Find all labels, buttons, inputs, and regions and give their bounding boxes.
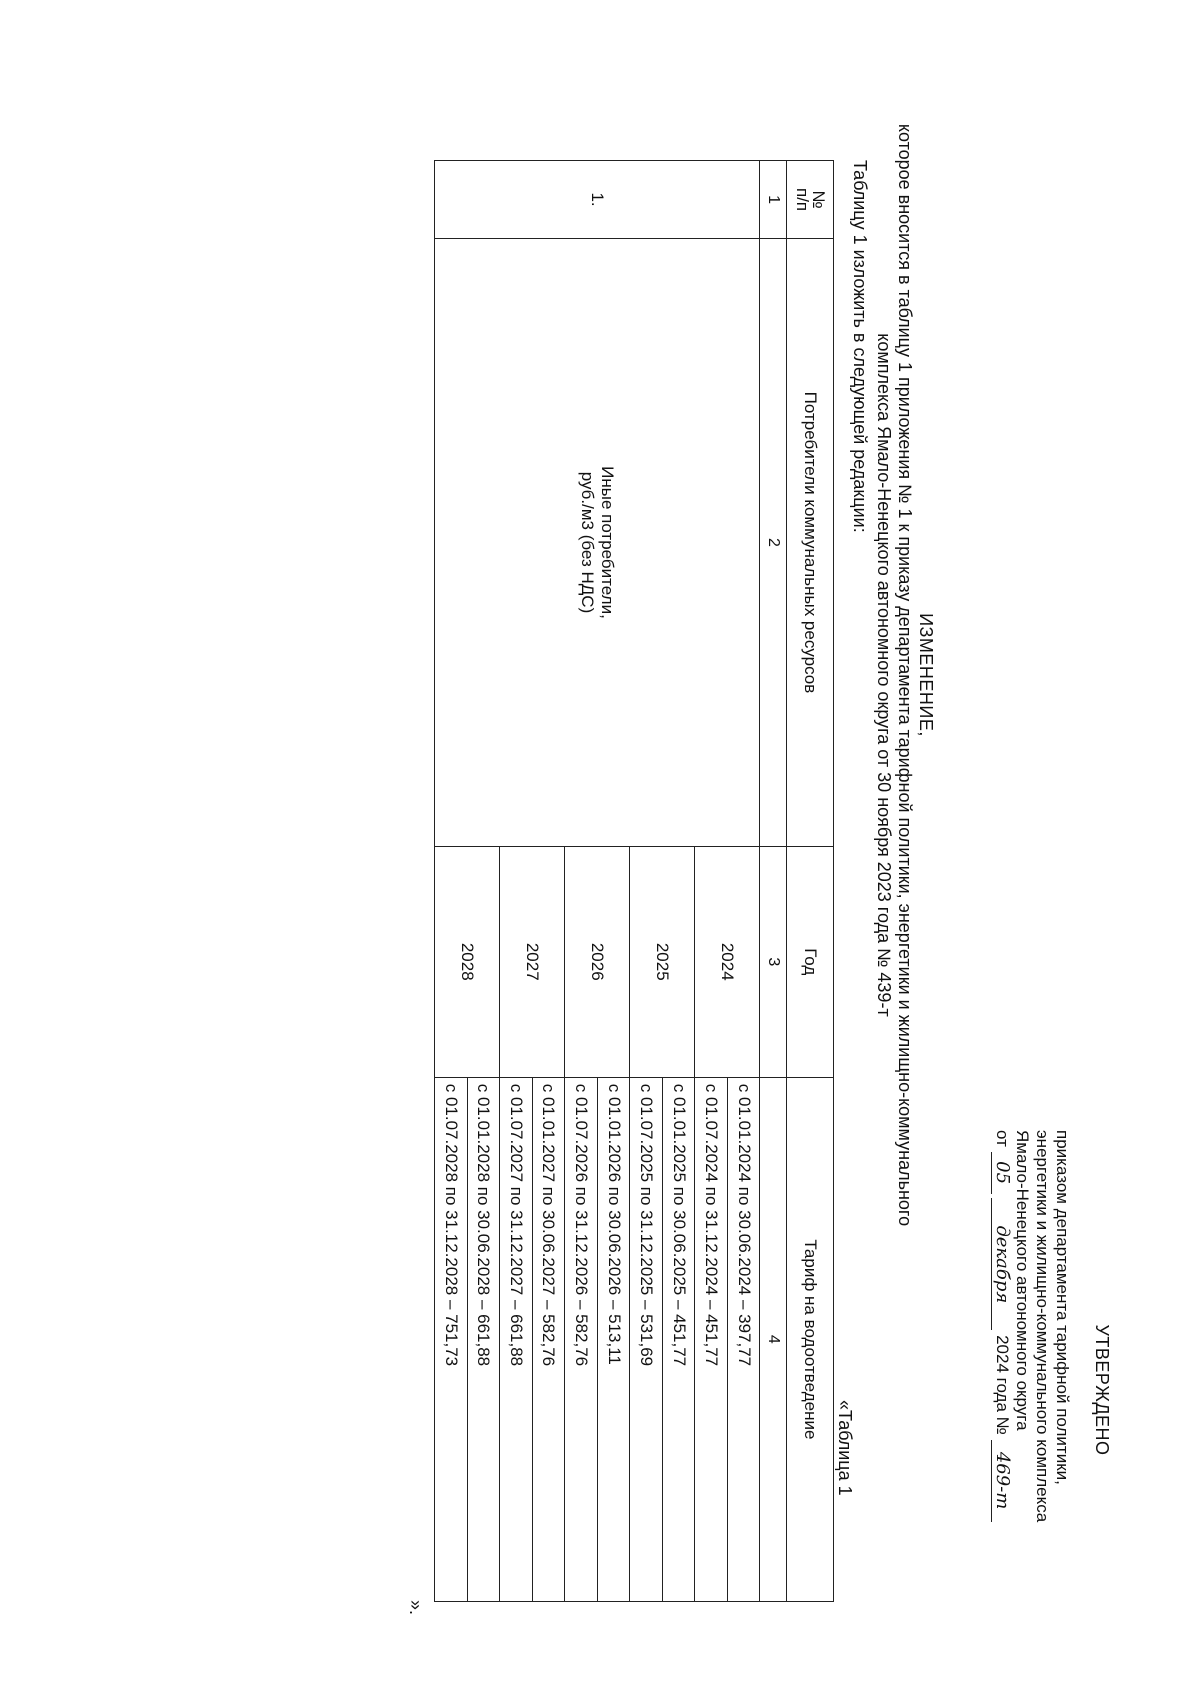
table-row	[727, 161, 760, 1602]
tariff-cell: с 01.07.2027 по 31.12.2027 – 661,88	[500, 1077, 533, 1601]
tariff-cell: с 01.07.2026 по 31.12.2026 – 582,76	[565, 1077, 598, 1601]
table-caption: «Таблица 1	[835, 1400, 855, 1496]
handwritten-day: 05	[991, 1152, 1012, 1194]
approval-line-3: Ямало-Ненецкого автономного округа	[1013, 1130, 1032, 1431]
approval-heading: УТВЕРЖДЕНО	[1092, 1324, 1112, 1456]
tariff-table	[434, 160, 834, 1602]
document-title	[873, 100, 936, 1250]
tariff-cell: с 01.01.2027 по 30.06.2027 – 582,76	[532, 1077, 565, 1601]
tariff-cell: с 01.07.2024 по 31.12.2024 – 451,77	[695, 1077, 728, 1601]
approval-line-2: энергетики и жилищно-коммунального комплекса	[1033, 1130, 1052, 1523]
col-number-1: 1	[760, 161, 787, 239]
header-number-line-1: №	[809, 190, 829, 209]
header-number	[787, 161, 834, 239]
year-cell: 2026	[565, 846, 630, 1077]
closing-quote: ».	[406, 1600, 426, 1616]
tariff-cell: с 01.01.2028 по 30.06.2028 – 661,88	[467, 1077, 500, 1601]
title-line-1: которое вносится в таблицу 1 приложения № 1 к приказу департамента тарифной политики, энергетики и жилищно-коммунального	[895, 123, 915, 1227]
tariff-cell: с 01.01.2024 по 30.06.2024 – 397,77	[727, 1077, 760, 1601]
year-cell: 2024	[695, 846, 760, 1077]
tariff-cell: с 01.01.2025 по 30.06.2025 – 451,77	[662, 1077, 695, 1601]
consumer-line-1: Иные потребители,	[598, 466, 618, 619]
header-consumers: Потребители коммунальных ресурсов	[787, 239, 834, 847]
col-number-2: 2	[760, 239, 787, 847]
col-number-3: 3	[760, 846, 787, 1077]
title-heading: ИЗМЕНЕНИЕ,	[916, 613, 936, 737]
tariff-cell: с 01.07.2028 по 31.12.2028 – 751,73	[435, 1077, 468, 1601]
approval-year-text: 2024 года №	[993, 1335, 1012, 1435]
table-header-row	[787, 161, 834, 1602]
intro-text: Таблицу 1 изложить в следующей редакции:	[850, 160, 870, 533]
tariff-cell: с 01.07.2025 по 31.12.2025 – 531,69	[630, 1077, 663, 1601]
column-number-row	[760, 161, 787, 1602]
tariff-cell: с 01.01.2026 по 30.06.2026 – 513,11	[597, 1077, 630, 1601]
year-cell: 2027	[500, 846, 565, 1077]
consumer-line-2: руб./м3 (без НДС)	[578, 471, 598, 614]
header-tariff: Тариф на водоотведение	[787, 1077, 834, 1601]
row-number: 1.	[435, 161, 760, 239]
header-number-line-2: п/п	[793, 188, 813, 212]
approval-date-line	[991, 1130, 1012, 1650]
consumer-cell	[435, 239, 760, 847]
handwritten-month: декабря	[991, 1198, 1012, 1330]
year-cell: 2028	[435, 846, 500, 1077]
header-year: Год	[787, 846, 834, 1077]
approval-line-1: приказом департамента тарифной политики,	[1053, 1130, 1072, 1485]
title-line-2: комплекса Ямало-Ненецкого автономного округа от 30 ноября 2023 года № 439-т	[874, 333, 894, 1017]
handwritten-order-number: 469-т	[991, 1440, 1012, 1522]
approval-from-word: от	[993, 1130, 1012, 1147]
col-number-4: 4	[760, 1077, 787, 1601]
year-cell: 2025	[630, 846, 695, 1077]
approval-block	[991, 1130, 1112, 1650]
